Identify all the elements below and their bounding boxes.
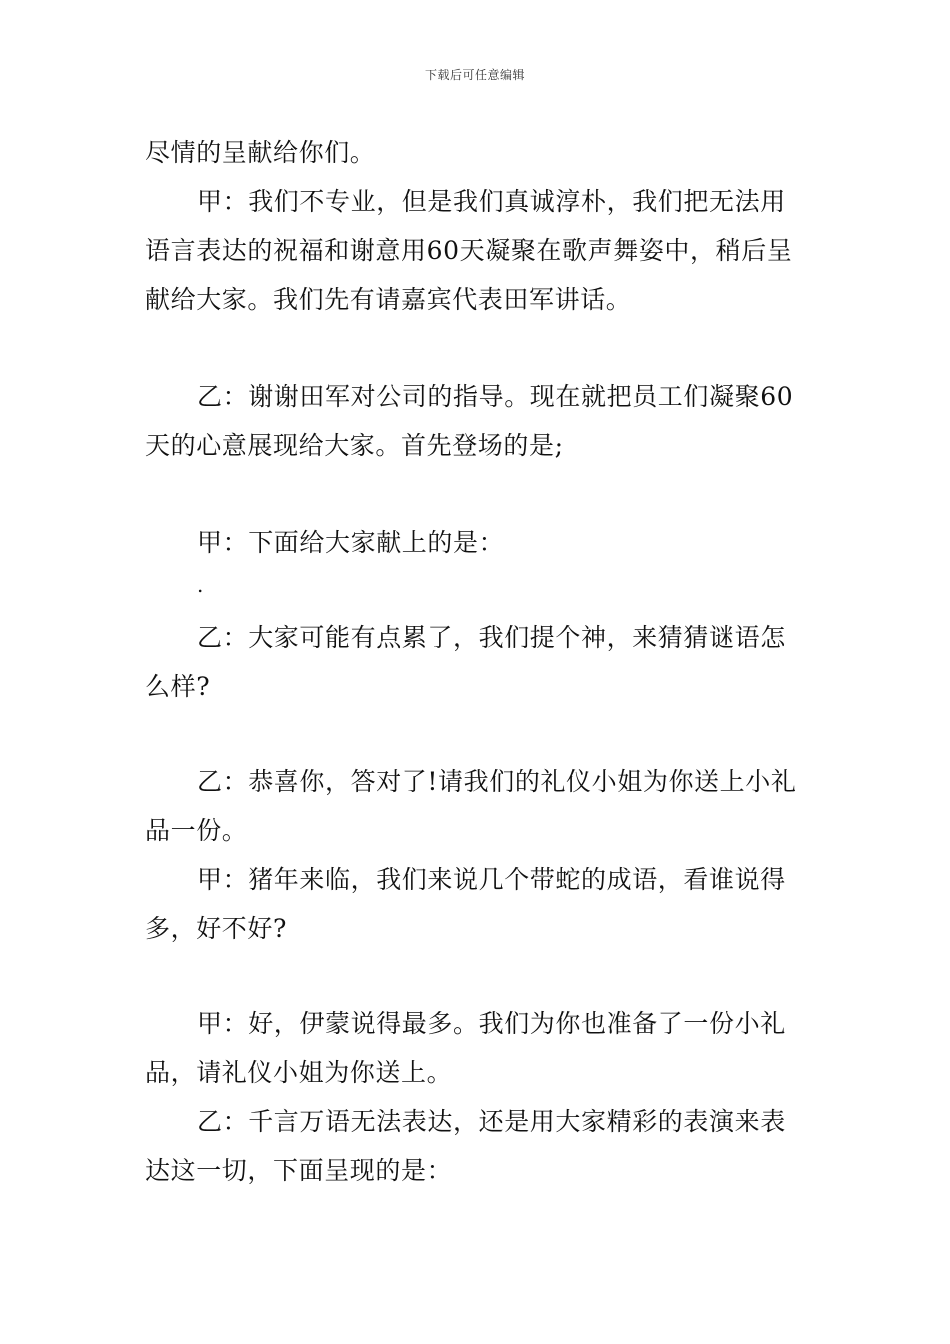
paragraph-3: 乙：谢谢田军对公司的指导。现在就把员工们凝聚60天的心意展现给大家。首先登场的是; [145, 382, 794, 460]
paragraph-4: 甲：下面给大家献上的是： [197, 528, 505, 557]
paragraph-6: 乙：恭喜你，答对了!请我们的礼仪小姐为你送上小礼品一份。 [145, 767, 797, 845]
page-header: 下载后可任意编辑 [424, 68, 525, 82]
document-body [145, 128, 810, 1195]
paragraph-1: 尽情的呈献给你们。 [145, 138, 376, 167]
paragraph-2: 甲：我们不专业，但是我们真诚淳朴，我们把无法用语言表达的祝福和谢意用60天凝聚在歌声舞姿中，稍后呈献给大家。我们先有请嘉宾代表田军讲话。 [145, 187, 793, 314]
bullet-dot: . [197, 573, 204, 597]
paragraph-5: 乙：大家可能有点累了，我们提个神，来猜猜谜语怎么样? [145, 623, 786, 701]
paragraph-9: 乙：千言万语无法表达，还是用大家精彩的表演来表达这一切，下面呈现的是： [145, 1107, 786, 1185]
dot-line [145, 567, 810, 613]
paragraph-7: 甲：猪年来临，我们来说几个带蛇的成语，看谁说得多，好不好? [145, 865, 786, 943]
paragraph-8: 甲：好，伊蒙说得最多。我们为你也准备了一份小礼品，请礼仪小姐为你送上。 [145, 1009, 786, 1087]
